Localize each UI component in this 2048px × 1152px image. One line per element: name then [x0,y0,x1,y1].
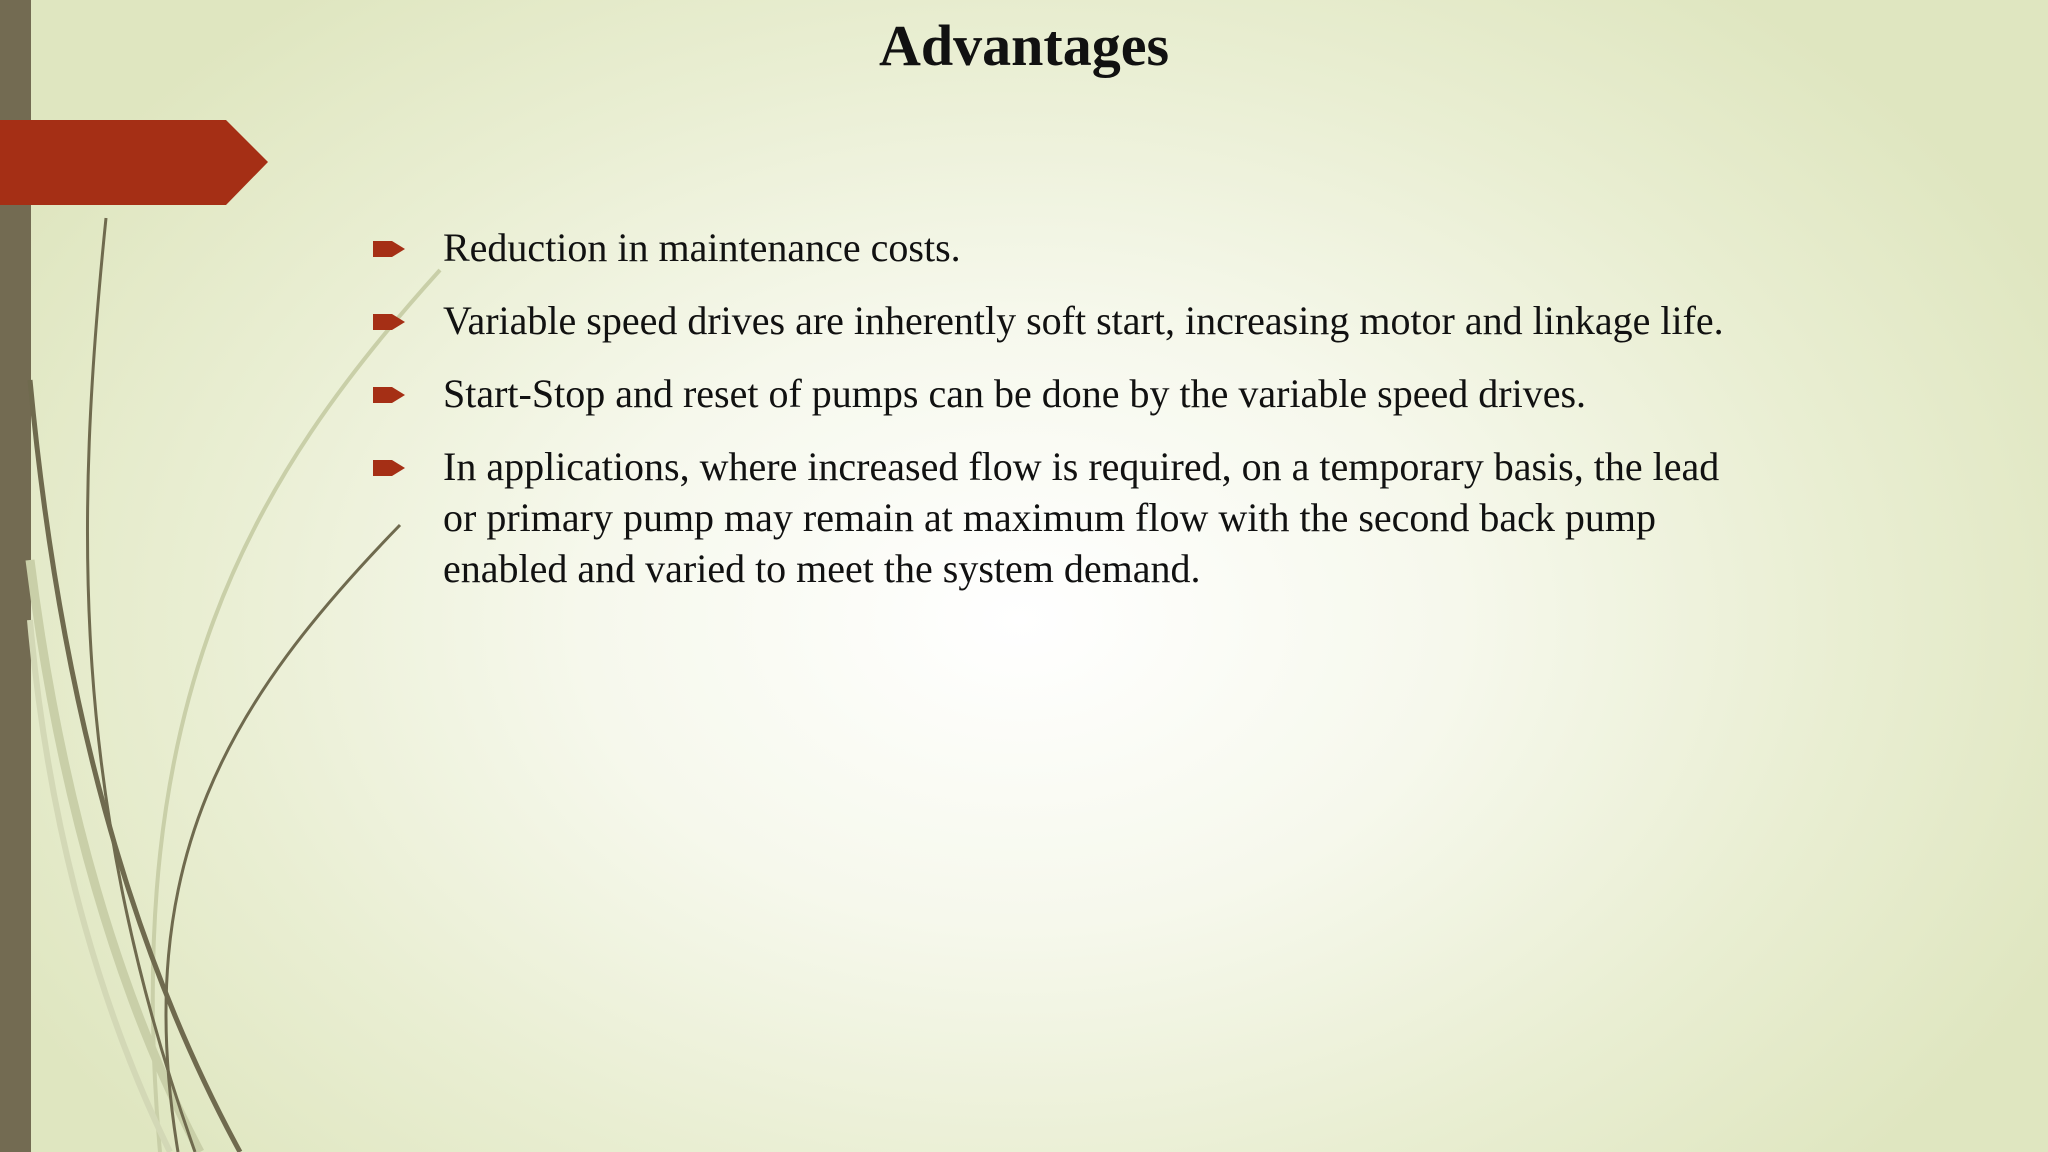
arrow-bullet-icon [371,238,407,260]
bullet-text: Reduction in maintenance costs. [443,225,961,270]
bullet-item [365,441,1745,594]
arrow-bullet-icon [371,384,407,406]
bullet-text: In applications, where increased flow is required, on a temporary basis, the lead or primary pump may remain at maximum flow with the second back pump enabled and varied to meet the system demand. [443,444,1720,591]
dark-curve-3 [166,525,400,1152]
bullet-text: Start-Stop and reset of pumps can be done by the variable speed drives. [443,371,1587,416]
arrow-bullet-icon [371,457,407,479]
arrow-bullet-icon [371,311,407,333]
bullet-item [365,295,1745,346]
slide-title: Advantages [878,13,1170,78]
bullet-list [365,222,1745,616]
bullet-text: Variable speed drives are inherently soft start, increasing motor and linkage life. [443,298,1724,343]
bullet-item [365,222,1745,273]
bullet-item [365,368,1745,419]
red-arrow-banner [0,120,268,205]
